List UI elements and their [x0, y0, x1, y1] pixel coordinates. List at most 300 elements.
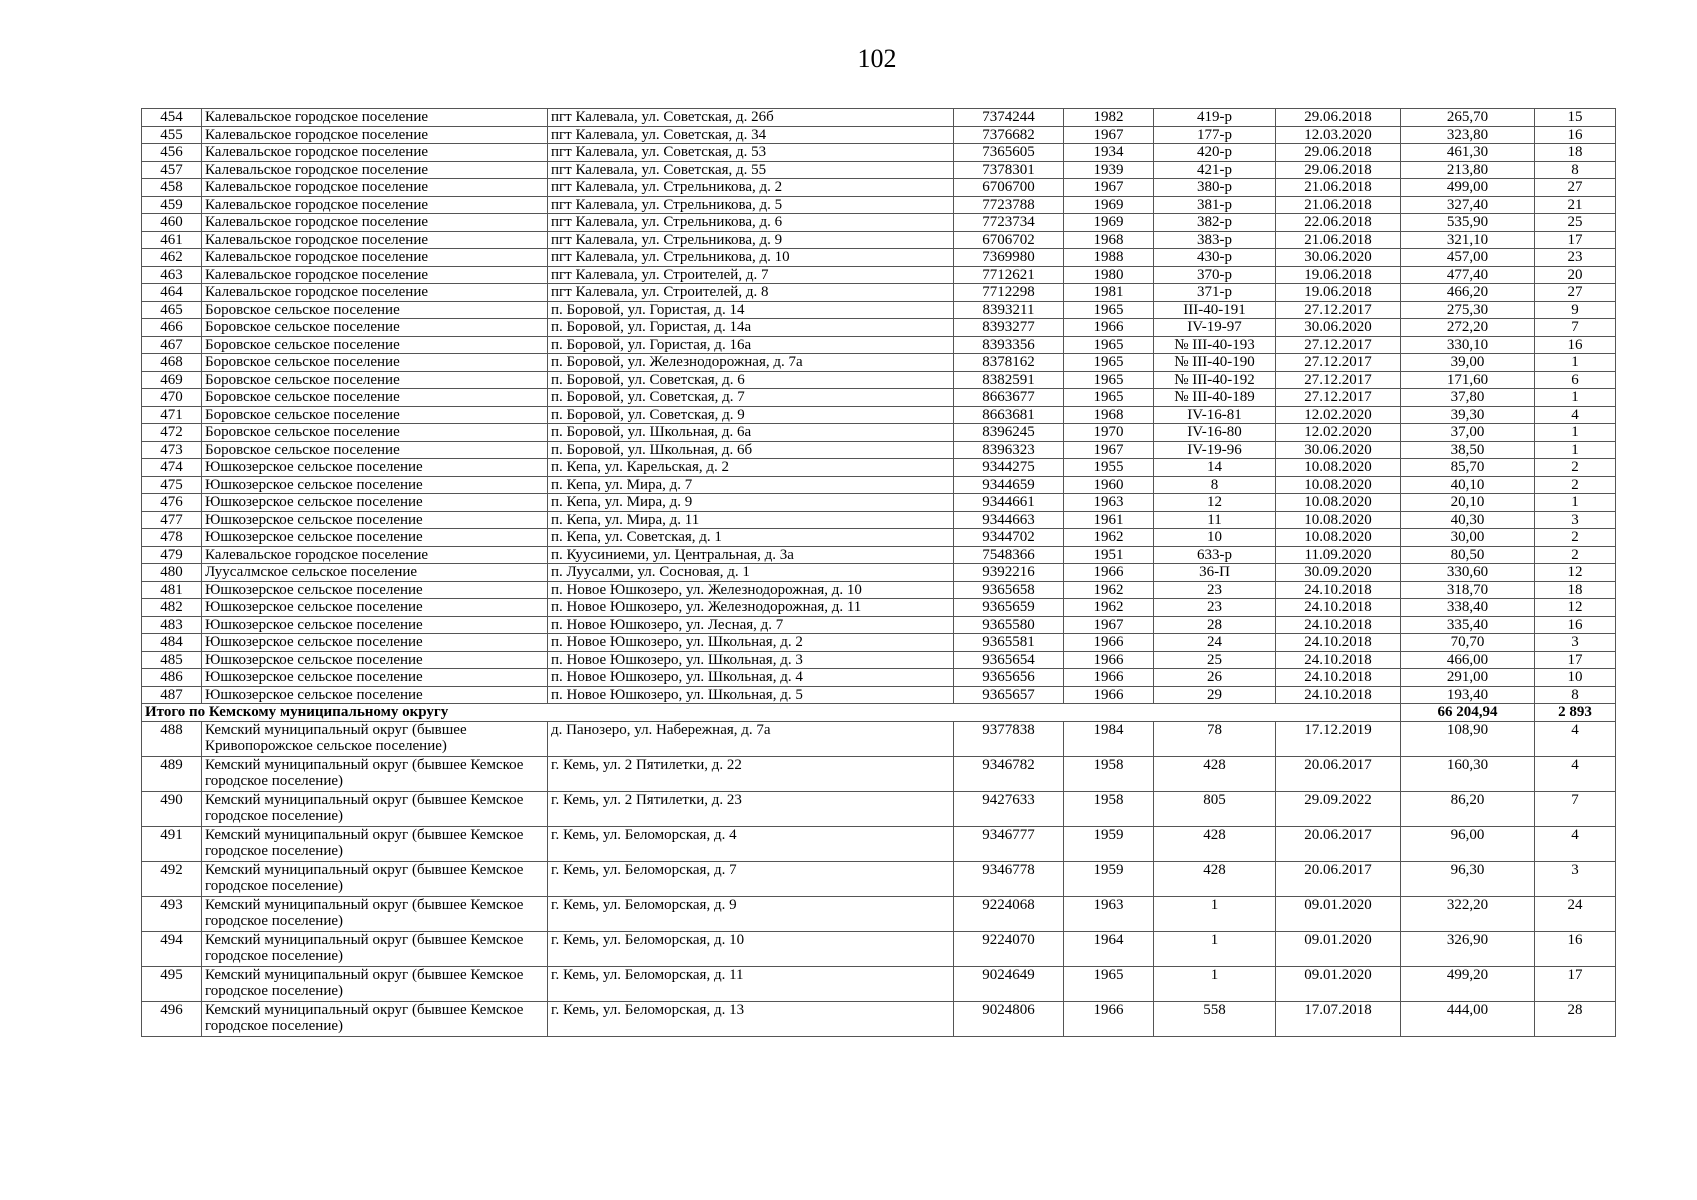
cell-area: 335,40: [1401, 616, 1535, 634]
cell-residents: 1: [1535, 494, 1616, 512]
cell-address: п. Боровой, ул. Гористая, д. 14: [548, 301, 954, 319]
cell-residents: 3: [1535, 511, 1616, 529]
table-row: [142, 231, 1616, 249]
cell-area: 96,30: [1401, 861, 1535, 896]
cell-decree-number: IV-16-80: [1154, 424, 1276, 442]
cell-address: п. Новое Юшкозеро, ул. Школьная, д. 2: [548, 634, 954, 652]
cell-row-number: 463: [142, 266, 202, 284]
cell-row-number: 486: [142, 669, 202, 687]
cell-building-id: 9344659: [954, 476, 1064, 494]
cell-decree-number: 23: [1154, 599, 1276, 617]
cell-address: п. Луусалми, ул. Сосновая, д. 1: [548, 564, 954, 582]
cell-residents: 12: [1535, 564, 1616, 582]
cell-residents: 7: [1535, 319, 1616, 337]
table-row: [142, 196, 1616, 214]
cell-building-id: 7548366: [954, 546, 1064, 564]
cell-year-built: 1967: [1064, 179, 1154, 197]
cell-year-built: 1958: [1064, 791, 1154, 826]
cell-decree-number: 380-р: [1154, 179, 1276, 197]
cell-address: п. Новое Юшкозеро, ул. Железнодорожная, д. 11: [548, 599, 954, 617]
cell-residents: 17: [1535, 966, 1616, 1001]
cell-municipality: Боровское сельское поселение: [202, 319, 548, 337]
cell-municipality: Боровское сельское поселение: [202, 336, 548, 354]
table-row: [142, 616, 1616, 634]
cell-building-id: 9365654: [954, 651, 1064, 669]
cell-address: г. Кемь, ул. Беломорская, д. 13: [548, 1001, 954, 1036]
cell-year-built: 1981: [1064, 284, 1154, 302]
cell-area: 37,80: [1401, 389, 1535, 407]
cell-municipality: Юшкозерское сельское поселение: [202, 686, 548, 704]
cell-address: г. Кемь, ул. Беломорская, д. 4: [548, 826, 954, 861]
cell-area: 171,60: [1401, 371, 1535, 389]
cell-decree-date: 12.03.2020: [1276, 126, 1401, 144]
cell-year-built: 1984: [1064, 721, 1154, 756]
cell-residents: 27: [1535, 284, 1616, 302]
table-row: [142, 669, 1616, 687]
cell-area: 466,00: [1401, 651, 1535, 669]
cell-residents: 3: [1535, 634, 1616, 652]
cell-decree-date: 27.12.2017: [1276, 336, 1401, 354]
cell-address: п. Боровой, ул. Железнодорожная, д. 7а: [548, 354, 954, 372]
cell-area: 37,00: [1401, 424, 1535, 442]
cell-residents: 17: [1535, 651, 1616, 669]
table-row: [142, 459, 1616, 477]
cell-address: г. Кемь, ул. Беломорская, д. 11: [548, 966, 954, 1001]
cell-address: п. Новое Юшкозеро, ул. Железнодорожная, д. 10: [548, 581, 954, 599]
cell-row-number: 460: [142, 214, 202, 232]
cell-decree-date: 30.06.2020: [1276, 319, 1401, 337]
cell-building-id: 9377838: [954, 721, 1064, 756]
cell-building-id: 6706702: [954, 231, 1064, 249]
cell-building-id: 9344661: [954, 494, 1064, 512]
cell-area: 444,00: [1401, 1001, 1535, 1036]
cell-residents: 4: [1535, 406, 1616, 424]
cell-row-number: 488: [142, 721, 202, 756]
cell-decree-date: 27.12.2017: [1276, 354, 1401, 372]
cell-row-number: 477: [142, 511, 202, 529]
cell-decree-date: 30.06.2020: [1276, 441, 1401, 459]
table-row: [142, 371, 1616, 389]
table-row: [142, 144, 1616, 162]
cell-residents: 4: [1535, 721, 1616, 756]
cell-year-built: 1960: [1064, 476, 1154, 494]
cell-address: п. Новое Юшкозеро, ул. Школьная, д. 5: [548, 686, 954, 704]
cell-area: 213,80: [1401, 161, 1535, 179]
table-row: [142, 599, 1616, 617]
cell-address: пгт Калевала, ул. Стрельникова, д. 6: [548, 214, 954, 232]
cell-residents: 16: [1535, 616, 1616, 634]
table-row: [142, 529, 1616, 547]
cell-year-built: 1966: [1064, 651, 1154, 669]
cell-decree-number: 421-р: [1154, 161, 1276, 179]
cell-year-built: 1958: [1064, 756, 1154, 791]
table-row: [142, 476, 1616, 494]
cell-row-number: 476: [142, 494, 202, 512]
cell-decree-number: 371-р: [1154, 284, 1276, 302]
cell-row-number: 485: [142, 651, 202, 669]
cell-building-id: 8396323: [954, 441, 1064, 459]
cell-row-number: 455: [142, 126, 202, 144]
cell-area: 70,70: [1401, 634, 1535, 652]
table-row: [142, 179, 1616, 197]
cell-residents: 25: [1535, 214, 1616, 232]
table-row: [142, 424, 1616, 442]
total-residents: 2 893: [1535, 704, 1616, 722]
cell-row-number: 482: [142, 599, 202, 617]
cell-municipality: Юшкозерское сельское поселение: [202, 651, 548, 669]
cell-area: 323,80: [1401, 126, 1535, 144]
cell-decree-date: 27.12.2017: [1276, 371, 1401, 389]
cell-decree-number: № III-40-192: [1154, 371, 1276, 389]
cell-decree-number: 805: [1154, 791, 1276, 826]
cell-year-built: 1951: [1064, 546, 1154, 564]
table-row: [142, 284, 1616, 302]
cell-building-id: 7378301: [954, 161, 1064, 179]
cell-year-built: 1959: [1064, 826, 1154, 861]
cell-decree-date: 10.08.2020: [1276, 476, 1401, 494]
cell-residents: 8: [1535, 686, 1616, 704]
cell-decree-date: 24.10.2018: [1276, 651, 1401, 669]
cell-address: п. Кепа, ул. Мира, д. 9: [548, 494, 954, 512]
cell-year-built: 1966: [1064, 634, 1154, 652]
cell-year-built: 1966: [1064, 319, 1154, 337]
cell-residents: 1: [1535, 389, 1616, 407]
cell-area: 327,40: [1401, 196, 1535, 214]
cell-area: 457,00: [1401, 249, 1535, 267]
table-row: [142, 564, 1616, 582]
cell-residents: 6: [1535, 371, 1616, 389]
table-body: [142, 109, 1616, 1037]
cell-decree-date: 30.09.2020: [1276, 564, 1401, 582]
cell-decree-number: 1: [1154, 896, 1276, 931]
housing-table-container: [141, 108, 1616, 1037]
cell-residents: 28: [1535, 1001, 1616, 1036]
cell-address: п. Боровой, ул. Советская, д. 9: [548, 406, 954, 424]
cell-residents: 17: [1535, 231, 1616, 249]
cell-building-id: 8396245: [954, 424, 1064, 442]
cell-address: пгт Калевала, ул. Советская, д. 26б: [548, 109, 954, 127]
cell-address: пгт Калевала, ул. Стрельникова, д. 10: [548, 249, 954, 267]
cell-residents: 15: [1535, 109, 1616, 127]
cell-year-built: 1965: [1064, 301, 1154, 319]
cell-building-id: 8382591: [954, 371, 1064, 389]
table-row: [142, 896, 1616, 931]
cell-building-id: 9024649: [954, 966, 1064, 1001]
cell-year-built: 1963: [1064, 494, 1154, 512]
cell-decree-date: 20.06.2017: [1276, 826, 1401, 861]
cell-decree-number: 11: [1154, 511, 1276, 529]
cell-municipality: Калевальское городское поселение: [202, 231, 548, 249]
cell-year-built: 1962: [1064, 581, 1154, 599]
cell-residents: 3: [1535, 861, 1616, 896]
cell-address: г. Кемь, ул. 2 Пятилетки, д. 23: [548, 791, 954, 826]
cell-building-id: 9344702: [954, 529, 1064, 547]
cell-address: пгт Калевала, ул. Строителей, д. 8: [548, 284, 954, 302]
cell-row-number: 475: [142, 476, 202, 494]
cell-row-number: 458: [142, 179, 202, 197]
cell-residents: 8: [1535, 161, 1616, 179]
cell-decree-number: 381-р: [1154, 196, 1276, 214]
cell-address: п. Кепа, ул. Мира, д. 7: [548, 476, 954, 494]
cell-residents: 16: [1535, 126, 1616, 144]
cell-decree-date: 20.06.2017: [1276, 861, 1401, 896]
cell-building-id: 7712621: [954, 266, 1064, 284]
cell-area: 80,50: [1401, 546, 1535, 564]
cell-decree-number: 1: [1154, 931, 1276, 966]
cell-decree-date: 17.07.2018: [1276, 1001, 1401, 1036]
cell-row-number: 491: [142, 826, 202, 861]
cell-decree-date: 24.10.2018: [1276, 634, 1401, 652]
cell-decree-number: IV-16-81: [1154, 406, 1276, 424]
cell-building-id: 7369980: [954, 249, 1064, 267]
cell-address: г. Кемь, ул. Беломорская, д. 7: [548, 861, 954, 896]
cell-area: 535,90: [1401, 214, 1535, 232]
cell-address: п. Боровой, ул. Советская, д. 6: [548, 371, 954, 389]
cell-municipality: Юшкозерское сельское поселение: [202, 669, 548, 687]
cell-decree-number: IV-19-96: [1154, 441, 1276, 459]
cell-decree-date: 22.06.2018: [1276, 214, 1401, 232]
cell-building-id: 9365657: [954, 686, 1064, 704]
cell-decree-number: № III-40-193: [1154, 336, 1276, 354]
cell-row-number: 483: [142, 616, 202, 634]
cell-decree-date: 10.08.2020: [1276, 529, 1401, 547]
cell-municipality: Юшкозерское сельское поселение: [202, 581, 548, 599]
table-row: [142, 931, 1616, 966]
table-row: [142, 494, 1616, 512]
table-row: [142, 826, 1616, 861]
cell-building-id: 9365580: [954, 616, 1064, 634]
cell-row-number: 467: [142, 336, 202, 354]
cell-row-number: 489: [142, 756, 202, 791]
cell-municipality: Боровское сельское поселение: [202, 441, 548, 459]
cell-year-built: 1966: [1064, 1001, 1154, 1036]
cell-year-built: 1980: [1064, 266, 1154, 284]
cell-area: 272,20: [1401, 319, 1535, 337]
cell-row-number: 490: [142, 791, 202, 826]
table-row: [142, 126, 1616, 144]
cell-area: 20,10: [1401, 494, 1535, 512]
cell-address: пгт Калевала, ул. Советская, д. 53: [548, 144, 954, 162]
cell-address: г. Кемь, ул. 2 Пятилетки, д. 22: [548, 756, 954, 791]
cell-decree-date: 21.06.2018: [1276, 179, 1401, 197]
cell-building-id: 9392216: [954, 564, 1064, 582]
cell-building-id: 7723734: [954, 214, 1064, 232]
cell-decree-date: 10.08.2020: [1276, 494, 1401, 512]
cell-building-id: 9344663: [954, 511, 1064, 529]
cell-address: п. Новое Юшкозеро, ул. Лесная, д. 7: [548, 616, 954, 634]
cell-municipality: Юшкозерское сельское поселение: [202, 634, 548, 652]
cell-row-number: 492: [142, 861, 202, 896]
cell-building-id: 8393356: [954, 336, 1064, 354]
cell-municipality: Калевальское городское поселение: [202, 161, 548, 179]
cell-municipality: Кемский муниципальный округ (бывшее Кемское городское поселение): [202, 861, 548, 896]
cell-decree-date: 21.06.2018: [1276, 231, 1401, 249]
cell-area: 330,10: [1401, 336, 1535, 354]
cell-decree-number: 177-р: [1154, 126, 1276, 144]
cell-row-number: 469: [142, 371, 202, 389]
cell-building-id: 9224068: [954, 896, 1064, 931]
cell-area: 499,00: [1401, 179, 1535, 197]
cell-row-number: 454: [142, 109, 202, 127]
table-row: [142, 214, 1616, 232]
cell-year-built: 1969: [1064, 196, 1154, 214]
cell-building-id: 9346778: [954, 861, 1064, 896]
cell-address: пгт Калевала, ул. Советская, д. 34: [548, 126, 954, 144]
cell-address: п. Боровой, ул. Гористая, д. 14а: [548, 319, 954, 337]
cell-address: пгт Калевала, ул. Стрельникова, д. 2: [548, 179, 954, 197]
cell-residents: 10: [1535, 669, 1616, 687]
cell-area: 39,30: [1401, 406, 1535, 424]
cell-year-built: 1965: [1064, 354, 1154, 372]
cell-municipality: Калевальское городское поселение: [202, 266, 548, 284]
table-row: [142, 406, 1616, 424]
cell-area: 30,00: [1401, 529, 1535, 547]
cell-decree-date: 09.01.2020: [1276, 896, 1401, 931]
cell-building-id: 7376682: [954, 126, 1064, 144]
table-row: [142, 861, 1616, 896]
cell-decree-number: № III-40-189: [1154, 389, 1276, 407]
cell-residents: 2: [1535, 459, 1616, 477]
cell-row-number: 457: [142, 161, 202, 179]
cell-address: г. Кемь, ул. Беломорская, д. 10: [548, 931, 954, 966]
table-row: [142, 581, 1616, 599]
cell-area: 466,20: [1401, 284, 1535, 302]
cell-decree-number: III-40-191: [1154, 301, 1276, 319]
cell-decree-date: 10.08.2020: [1276, 511, 1401, 529]
cell-decree-number: 428: [1154, 756, 1276, 791]
cell-area: 477,40: [1401, 266, 1535, 284]
cell-municipality: Боровское сельское поселение: [202, 424, 548, 442]
cell-municipality: Кемский муниципальный округ (бывшее Кемское городское поселение): [202, 791, 548, 826]
cell-area: 96,00: [1401, 826, 1535, 861]
cell-area: 86,20: [1401, 791, 1535, 826]
cell-decree-date: 12.02.2020: [1276, 424, 1401, 442]
cell-building-id: 9224070: [954, 931, 1064, 966]
cell-decree-number: 23: [1154, 581, 1276, 599]
cell-address: д. Панозеро, ул. Набережная, д. 7а: [548, 721, 954, 756]
cell-address: п. Кепа, ул. Советская, д. 1: [548, 529, 954, 547]
cell-decree-date: 09.01.2020: [1276, 931, 1401, 966]
table-row: [142, 441, 1616, 459]
cell-row-number: 465: [142, 301, 202, 319]
cell-decree-date: 24.10.2018: [1276, 599, 1401, 617]
cell-residents: 18: [1535, 581, 1616, 599]
cell-decree-date: 19.06.2018: [1276, 284, 1401, 302]
cell-decree-number: 428: [1154, 861, 1276, 896]
total-area: 66 204,94: [1401, 704, 1535, 722]
cell-decree-number: 10: [1154, 529, 1276, 547]
cell-municipality: Юшкозерское сельское поселение: [202, 529, 548, 547]
cell-decree-date: 24.10.2018: [1276, 616, 1401, 634]
cell-year-built: 1982: [1064, 109, 1154, 127]
table-row: [142, 686, 1616, 704]
cell-area: 265,70: [1401, 109, 1535, 127]
cell-residents: 7: [1535, 791, 1616, 826]
cell-address: пгт Калевала, ул. Советская, д. 55: [548, 161, 954, 179]
cell-address: пгт Калевала, ул. Строителей, д. 7: [548, 266, 954, 284]
cell-year-built: 1962: [1064, 599, 1154, 617]
cell-year-built: 1966: [1064, 669, 1154, 687]
cell-year-built: 1969: [1064, 214, 1154, 232]
cell-residents: 27: [1535, 179, 1616, 197]
cell-municipality: Юшкозерское сельское поселение: [202, 459, 548, 477]
cell-building-id: 8393277: [954, 319, 1064, 337]
cell-decree-number: № III-40-190: [1154, 354, 1276, 372]
table-row: [142, 966, 1616, 1001]
cell-municipality: Боровское сельское поселение: [202, 354, 548, 372]
cell-municipality: Калевальское городское поселение: [202, 126, 548, 144]
cell-municipality: Кемский муниципальный округ (бывшее Кемское городское поселение): [202, 896, 548, 931]
cell-municipality: Юшкозерское сельское поселение: [202, 616, 548, 634]
cell-year-built: 1959: [1064, 861, 1154, 896]
cell-row-number: 484: [142, 634, 202, 652]
cell-residents: 2: [1535, 546, 1616, 564]
table-row: [142, 266, 1616, 284]
cell-year-built: 1968: [1064, 231, 1154, 249]
cell-building-id: 9344275: [954, 459, 1064, 477]
cell-decree-number: 14: [1154, 459, 1276, 477]
cell-residents: 16: [1535, 931, 1616, 966]
cell-building-id: 9365659: [954, 599, 1064, 617]
cell-address: п. Кепа, ул. Карельская, д. 2: [548, 459, 954, 477]
cell-decree-number: 633-р: [1154, 546, 1276, 564]
cell-row-number: 474: [142, 459, 202, 477]
cell-decree-number: 419-р: [1154, 109, 1276, 127]
total-label: Итого по Кемскому муниципальному округу: [142, 704, 1401, 722]
cell-year-built: 1939: [1064, 161, 1154, 179]
table-row: [142, 721, 1616, 756]
cell-residents: 1: [1535, 441, 1616, 459]
cell-municipality: Кемский муниципальный округ (бывшее Кемское городское поселение): [202, 931, 548, 966]
cell-building-id: 9346782: [954, 756, 1064, 791]
cell-year-built: 1934: [1064, 144, 1154, 162]
cell-area: 38,50: [1401, 441, 1535, 459]
table-row: [142, 651, 1616, 669]
cell-address: п. Кепа, ул. Мира, д. 11: [548, 511, 954, 529]
cell-area: 85,70: [1401, 459, 1535, 477]
cell-row-number: 473: [142, 441, 202, 459]
cell-area: 461,30: [1401, 144, 1535, 162]
cell-decree-date: 29.06.2018: [1276, 109, 1401, 127]
cell-row-number: 461: [142, 231, 202, 249]
cell-decree-date: 24.10.2018: [1276, 581, 1401, 599]
cell-building-id: 7374244: [954, 109, 1064, 127]
cell-decree-date: 21.06.2018: [1276, 196, 1401, 214]
table-row: [142, 336, 1616, 354]
cell-year-built: 1967: [1064, 616, 1154, 634]
cell-year-built: 1962: [1064, 529, 1154, 547]
cell-decree-number: 382-р: [1154, 214, 1276, 232]
cell-decree-date: 24.10.2018: [1276, 686, 1401, 704]
cell-area: 338,40: [1401, 599, 1535, 617]
cell-decree-date: 24.10.2018: [1276, 669, 1401, 687]
cell-municipality: Калевальское городское поселение: [202, 214, 548, 232]
cell-row-number: 493: [142, 896, 202, 931]
cell-building-id: 9346777: [954, 826, 1064, 861]
cell-decree-number: 25: [1154, 651, 1276, 669]
cell-municipality: Боровское сельское поселение: [202, 389, 548, 407]
cell-address: г. Кемь, ул. Беломорская, д. 9: [548, 896, 954, 931]
cell-address: пгт Калевала, ул. Стрельникова, д. 5: [548, 196, 954, 214]
cell-residents: 12: [1535, 599, 1616, 617]
cell-residents: 24: [1535, 896, 1616, 931]
cell-municipality: Кемский муниципальный округ (бывшее Кемское городское поселение): [202, 966, 548, 1001]
table-row: [142, 301, 1616, 319]
cell-municipality: Боровское сельское поселение: [202, 406, 548, 424]
cell-address: п. Боровой, ул. Советская, д. 7: [548, 389, 954, 407]
cell-residents: 4: [1535, 826, 1616, 861]
cell-area: 291,00: [1401, 669, 1535, 687]
